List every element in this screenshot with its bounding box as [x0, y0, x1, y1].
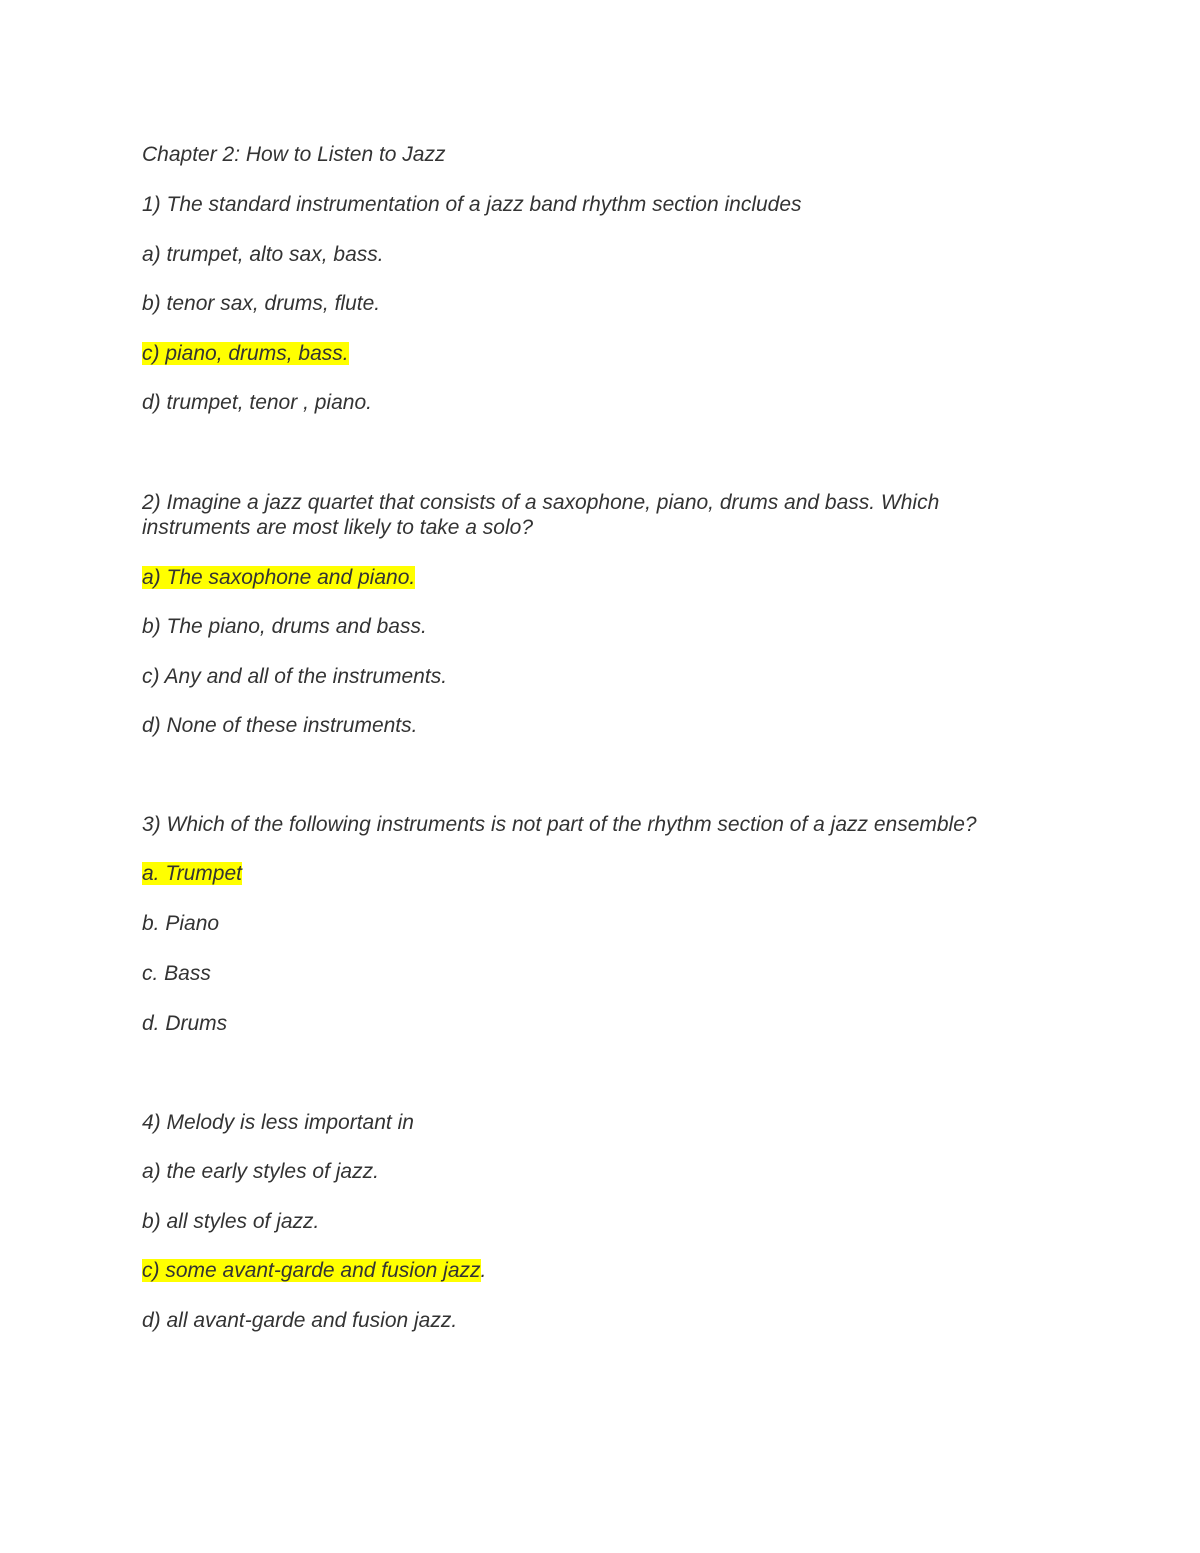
- question-1-option-b: b) tenor sax, drums, flute.: [142, 292, 381, 315]
- question-3-option-c: c. Bass: [142, 962, 211, 985]
- answer-highlight: a. Trumpet: [142, 862, 242, 885]
- page-title: Chapter 2: How to Listen to Jazz: [142, 143, 446, 166]
- question-2-option-c: c) Any and all of the instruments.: [142, 665, 448, 688]
- question-3-prompt: 3) Which of the following instruments is not part of the rhythm section of a jazz ensemble?: [142, 813, 977, 836]
- question-1-option-a: a) trumpet, alto sax, bass.: [142, 243, 384, 266]
- question-3-option-d: d. Drums: [142, 1012, 228, 1035]
- question-4-option-b: b) all styles of jazz.: [142, 1210, 320, 1233]
- question-2-option-b: b) The piano, drums and bass.: [142, 615, 427, 638]
- question-4-option-c: [142, 1258, 486, 1283]
- answer-highlight: c) piano, drums, bass.: [142, 342, 349, 365]
- question-4-option-d: d) all avant-garde and fusion jazz.: [142, 1309, 458, 1332]
- answer-highlight: a) The saxophone and piano.: [142, 566, 416, 589]
- option-suffix: .: [480, 1259, 487, 1282]
- question-3-option-b: b. Piano: [142, 912, 220, 935]
- question-2-option-d: d) None of these instruments.: [142, 714, 418, 737]
- question-1-prompt: 1) The standard instrumentation of a jazz band rhythm section includes: [142, 193, 802, 216]
- answer-highlight: c) some avant-garde and fusion jazz: [142, 1259, 481, 1282]
- question-4-prompt: 4) Melody is less important in: [142, 1111, 414, 1134]
- question-3-option-a: [142, 861, 242, 886]
- question-1-option-d: d) trumpet, tenor , piano.: [142, 391, 372, 414]
- question-2-prompt-line-1: 2) Imagine a jazz quartet that consists of a saxophone, piano, drums and bass. Which: [142, 491, 940, 514]
- question-2-option-a: [142, 565, 415, 590]
- question-1-option-c: [142, 341, 349, 366]
- question-2-prompt-line-2: instruments are most likely to take a solo?: [142, 516, 534, 539]
- question-4-option-a: a) the early styles of jazz.: [142, 1160, 379, 1183]
